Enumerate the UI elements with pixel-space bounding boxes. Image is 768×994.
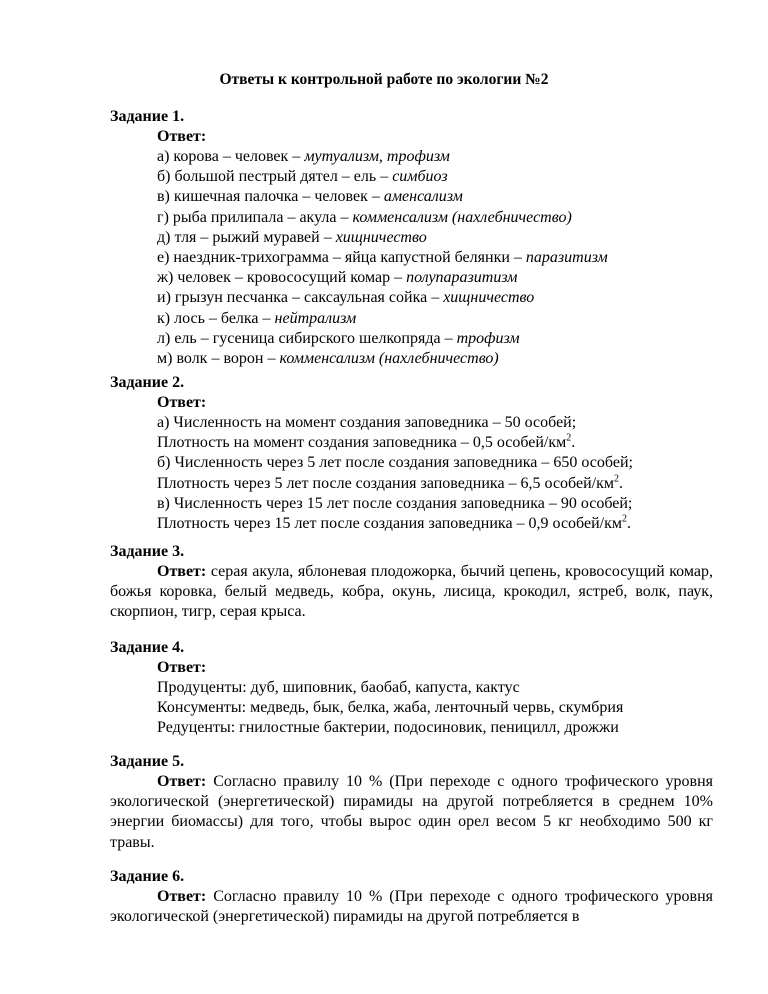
task-2-list-item <box>157 453 713 473</box>
task-1-list-item <box>157 248 713 268</box>
task-1-list-item <box>157 268 713 288</box>
task-4-list-item: Продуценты: дуб, шиповник, баобаб, капуста, кактус <box>157 679 520 696</box>
task-1-list-item <box>157 228 713 248</box>
organism-pair: а) корова – человек – <box>157 148 305 165</box>
task-3-answer-label: Ответ: <box>157 563 207 580</box>
superscript: 2 <box>613 473 619 485</box>
superscript: 2 <box>566 432 572 444</box>
task-2-answer-label: Ответ: <box>157 394 207 411</box>
task-6-answer-label: Ответ: <box>157 888 207 905</box>
task-4-answer-label: Ответ: <box>157 659 207 676</box>
page-title: Ответы к контрольной работе по экологии №2 <box>219 71 549 88</box>
task-1-list-item <box>157 187 713 207</box>
task-1-list-item <box>157 147 713 167</box>
task-4-heading: Задание 4. <box>110 639 185 656</box>
relationship-type: хищничество <box>335 228 427 246</box>
superscript: 2 <box>621 513 627 525</box>
relationship-type: полупаразитизм <box>406 269 518 287</box>
task-6-answer-text: Согласно правилу 10 % (При переходе с одного трофического уровня экологической (энергетической) пирамиды на другой потребляется в <box>110 888 714 926</box>
organism-pair: л) ель – гусеница сибирского шелкопряда – <box>157 329 457 347</box>
task-5-answer-text: Согласно правилу 10 % (При переходе с одного трофического уровня экологической (энергетической) пирамиды на другой потребляется в среднем 10% энергии биомассы) для того, чтобы вырос один орел весом 5 кг необходимо 500 кг травы. <box>110 773 714 851</box>
relationship-type: симбиоз <box>392 168 448 186</box>
task-4-list-item: Редуценты: гнилостные бактерии, подосиновик, пеницилл, дрожжи <box>157 719 619 737</box>
task-3-answer <box>110 562 713 623</box>
organism-pair: в) кишечная палочка – человек – <box>157 188 384 206</box>
task-4 <box>110 638 713 739</box>
answer-line-text: а) Численность на момент создания заповедника – 50 особей; <box>157 414 577 431</box>
task-1-list-item <box>157 167 713 187</box>
task-2-list-item <box>157 413 713 433</box>
task-5 <box>110 752 713 853</box>
answer-line-text: б) Численность через 5 лет после создания заповедника – 650 особей; <box>157 454 633 472</box>
organism-pair: е) наездник-трихограмма – яйца капустной белянки – <box>157 249 526 267</box>
task-1-answer-label: Ответ: <box>157 128 207 145</box>
relationship-type: нейтрализм <box>274 309 357 327</box>
relationship-type: трофизм <box>456 329 520 347</box>
answer-line-text: Плотность через 15 лет после создания заповедника – 0,9 особей/км <box>157 515 622 533</box>
task-5-heading: Задание 5. <box>110 753 185 770</box>
task-3-heading: Задание 3. <box>110 543 185 560</box>
task-5-answer-label: Ответ: <box>157 773 207 790</box>
relationship-type: аменсализм <box>383 188 463 206</box>
task-1-heading: Задание 1. <box>110 108 185 125</box>
organism-pair: к) лось – белка – <box>157 309 275 327</box>
task-2-heading: Задание 2. <box>110 374 185 391</box>
task-2-answer-list <box>157 413 713 534</box>
answer-line-text: Плотность на момент создания заповедника – 0,5 особей/км <box>157 434 567 452</box>
relationship-type: хищничество <box>443 289 535 307</box>
task-2 <box>110 373 713 534</box>
organism-pair: м) волк – ворон – <box>157 350 280 368</box>
relationship-type: комменсализм (нахлебничество) <box>279 350 499 368</box>
task-6-heading: Задание 6. <box>110 868 185 885</box>
line-end-punctuation: . <box>571 434 576 452</box>
relationship-type: паразитизм <box>525 249 608 267</box>
organism-pair: и) грызун песчанка – саксаульная сойка – <box>157 289 444 307</box>
task-1-answer-list <box>157 147 713 369</box>
answer-line-text: Плотность через 5 лет после создания заповедника – 6,5 особей/км <box>157 474 614 492</box>
task-1-list-item <box>157 208 713 228</box>
task-3-answer-text: серая акула, яблоневая плодожорка, бычий цепень, кровососущий комар, божья коровка, белый медведь, кобра, окунь, лисица, крокодил, ястреб, волк, паук, скорпион, тигр, серая крыса. <box>110 563 713 621</box>
organism-pair: б) большой пестрый дятел – ель – <box>157 168 393 186</box>
organism-pair: д) тля – рыжий муравей – <box>157 228 336 246</box>
task-5-answer <box>110 772 713 853</box>
task-1-list-item <box>157 349 713 369</box>
task-4-answer-list <box>157 678 713 739</box>
answer-line-text: в) Численность через 15 лет после создания заповедника – 90 особей; <box>157 494 633 512</box>
organism-pair: ж) человек – кровососущий комар – <box>157 269 407 287</box>
relationship-type: комменсализм (нахлебничество) <box>352 208 572 226</box>
line-end-punctuation: . <box>626 515 631 533</box>
task-1-list-item <box>157 288 713 308</box>
line-end-punctuation: . <box>618 474 623 492</box>
task-6-answer <box>110 887 713 927</box>
task-2-list-item <box>157 433 713 453</box>
relationship-type: мутуализм, трофизм <box>304 148 450 165</box>
task-2-list-item <box>157 474 713 494</box>
task-1-list-item <box>157 309 713 329</box>
task-6 <box>110 867 713 927</box>
task-1-list-item <box>157 329 713 349</box>
task-4-list-item: Консументы: медведь, бык, белка, жаба, ленточный червь, скумбрия <box>157 699 624 717</box>
task-1 <box>110 107 713 369</box>
task-2-list-item <box>157 494 713 514</box>
task-3 <box>110 542 713 623</box>
organism-pair: г) рыба прилипала – акула – <box>157 208 353 226</box>
task-2-list-item <box>157 514 713 534</box>
